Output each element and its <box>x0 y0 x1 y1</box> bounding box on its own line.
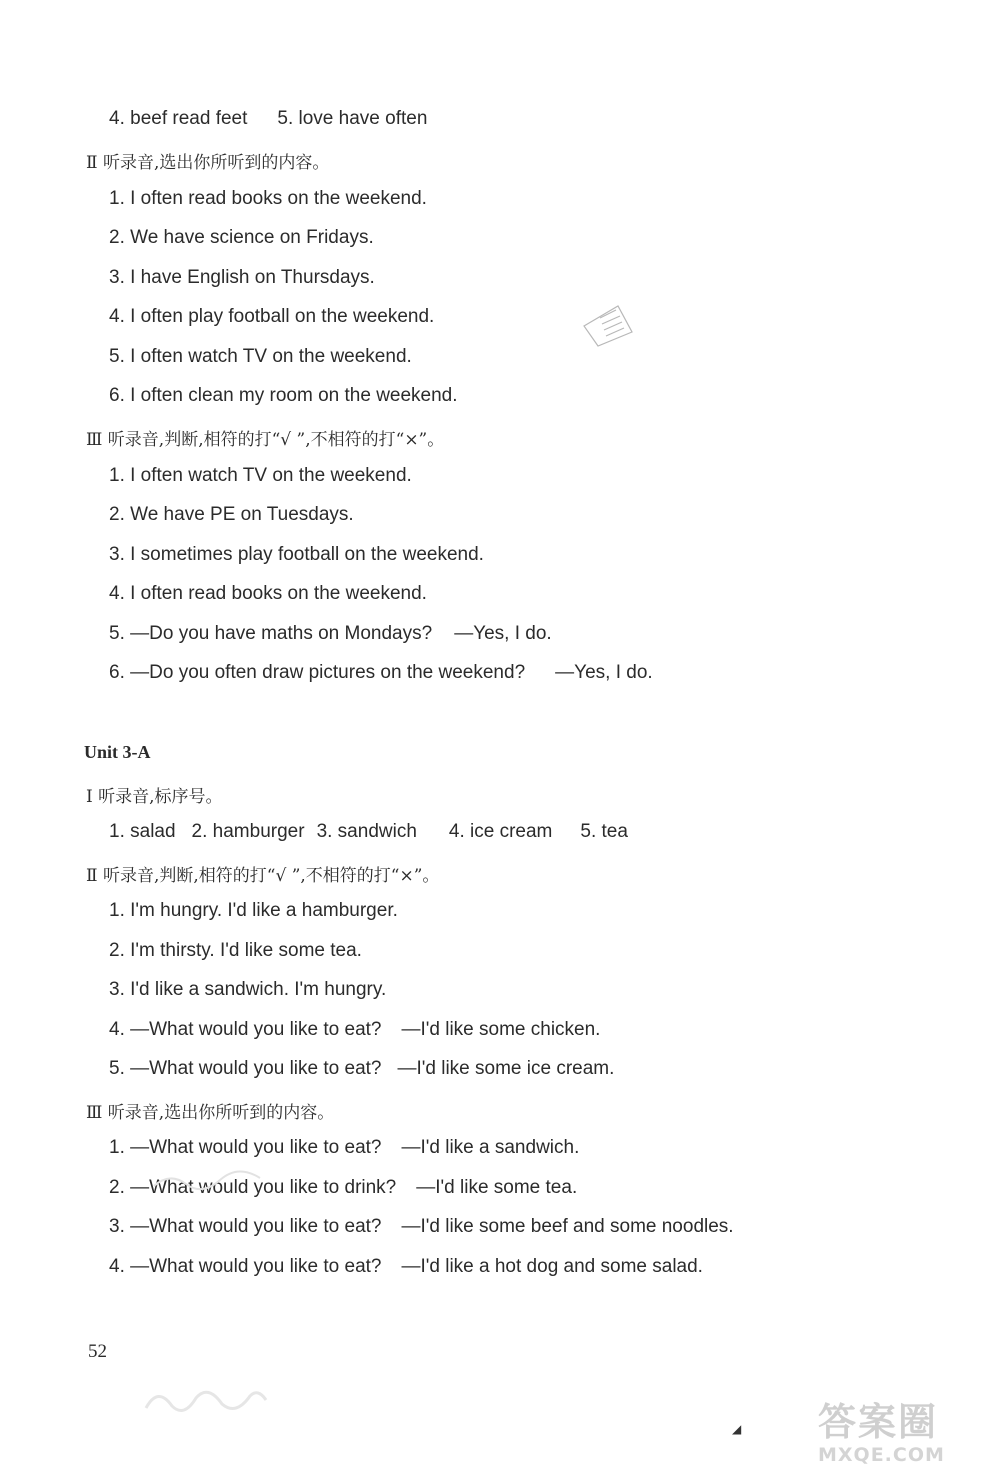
item-4: 4. beef read feet <box>109 108 248 129</box>
word-item: 1. salad <box>109 821 176 842</box>
stamp-watermark-icon <box>578 296 640 348</box>
dialog-item <box>109 1058 614 1080</box>
dialog-question: 5. —What would you like to eat? <box>109 1058 382 1079</box>
dialog-item <box>109 1019 600 1041</box>
list-item: 3. I have English on Thursdays. <box>109 267 375 288</box>
item-5: 5. love have often <box>277 108 428 129</box>
section-2-heading: Ⅱ 听录音,选出你所听到的内容。 <box>86 153 330 173</box>
list-item: 4. I often play football on the weekend. <box>109 306 435 327</box>
word-item: 3. sandwich <box>316 821 417 842</box>
dialog-answer: —I'd like some tea. <box>416 1177 578 1198</box>
unit-section-2-heading: Ⅱ 听录音,判断,相符的打“√ ”,不相符的打“×”。 <box>86 866 440 886</box>
dialog-item <box>109 623 552 645</box>
watermark-logo-text: 答案圈 <box>818 1400 939 1444</box>
unit-title: Unit 3-A <box>84 742 151 762</box>
dialog-answer: —I'd like some beef and some noodles. <box>401 1216 734 1237</box>
word-item: 2. hamburger <box>191 821 305 842</box>
word-list <box>109 821 628 843</box>
dialog-question: 4. —What would you like to eat? <box>109 1256 382 1277</box>
faint-watermark-icon <box>140 1378 270 1420</box>
line-4-5 <box>109 108 427 130</box>
dialog-item <box>109 1216 734 1238</box>
dialog-answer: —Yes, I do. <box>454 623 552 644</box>
list-item: 1. I'm hungry. I'd like a hamburger. <box>109 900 398 921</box>
word-item: 4. ice cream <box>448 821 553 842</box>
list-item: 3. I sometimes play football on the weekend. <box>109 544 484 565</box>
watermark-url: MXQE.COM <box>818 1444 945 1466</box>
page-number: 52 <box>88 1341 107 1362</box>
dialog-answer: —I'd like a hot dog and some salad. <box>401 1256 703 1277</box>
dialog-question: 1. —What would you like to eat? <box>109 1137 382 1158</box>
dialog-item <box>109 1137 579 1159</box>
faint-watermark-icon <box>150 1168 270 1192</box>
unit-section-3-heading: Ⅲ 听录音,选出你所听到的内容。 <box>86 1103 335 1123</box>
section-3-heading: Ⅲ 听录音,判断,相符的打“√ ”,不相符的打“×”。 <box>86 430 445 450</box>
list-item: 1. I often watch TV on the weekend. <box>109 465 412 486</box>
site-watermark <box>818 1400 993 1466</box>
dialog-question: 5. —Do you have maths on Mondays? <box>109 623 433 644</box>
dialog-question: 3. —What would you like to eat? <box>109 1216 382 1237</box>
dialog-item <box>109 662 653 684</box>
list-item: 2. We have science on Fridays. <box>109 227 374 248</box>
dialog-question: 4. —What would you like to eat? <box>109 1019 382 1040</box>
dialog-answer: —I'd like a sandwich. <box>401 1137 580 1158</box>
list-item: 1. I often read books on the weekend. <box>109 188 427 209</box>
dialog-answer: —I'd like some ice cream. <box>397 1058 615 1079</box>
dialog-answer: —I'd like some chicken. <box>401 1019 601 1040</box>
dialog-question: 6. —Do you often draw pictures on the weekend? <box>109 662 526 683</box>
small-arrow-icon: ◢ <box>732 1422 742 1436</box>
list-item: 4. I often read books on the weekend. <box>109 583 427 604</box>
list-item: 5. I often watch TV on the weekend. <box>109 346 412 367</box>
dialog-item <box>109 1256 703 1278</box>
word-item: 5. tea <box>580 821 628 842</box>
unit-section-1-heading: Ⅰ 听录音,标序号。 <box>86 787 223 807</box>
list-item: 2. We have PE on Tuesdays. <box>109 504 354 525</box>
list-item: 2. I'm thirsty. I'd like some tea. <box>109 940 362 961</box>
list-item: 3. I'd like a sandwich. I'm hungry. <box>109 979 387 1000</box>
list-item: 6. I often clean my room on the weekend. <box>109 385 458 406</box>
dialog-answer: —Yes, I do. <box>555 662 653 683</box>
dialog-question: 2. —What would you like to drink? <box>109 1177 397 1198</box>
